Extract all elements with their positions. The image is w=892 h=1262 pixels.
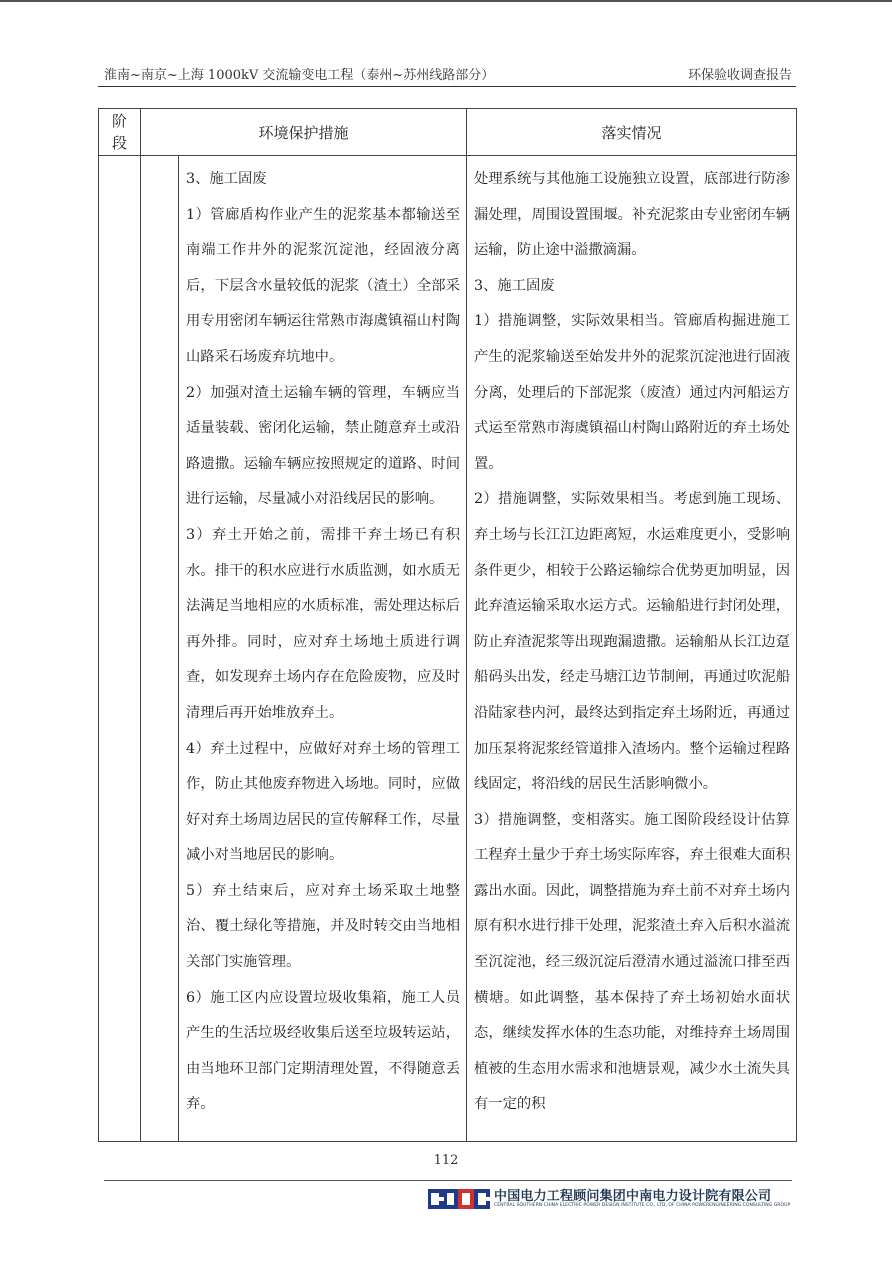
measure-paragraph: 4）弃土过程中，应做好对弃土场的管理工作，防止其他废弃物进入场地。同时，应做好对弃土场周边居民的宣传解释工作，尽量减小对当地居民的影响。 xyxy=(186,740,461,864)
top-border-line xyxy=(0,0,892,2)
implementation-paragraph: 1）措施调整，实际效果相当。管廊盾构掘进施工产生的泥浆输送至始发井外的泥浆沉淀池进行固液分离，处理后的下部泥浆（废渣）通过内河船运方式运至常熟市海虞镇福山村陶山路附近的弃土场处置。 xyxy=(474,313,791,472)
page-number: 112 xyxy=(433,1153,459,1168)
measure-paragraph: 6）施工区内应设置垃圾收集箱，施工人员产生的生活垃圾经收集后送至垃圾转运站，由当地环卫部门定期清理处置，不得随意丢弃。 xyxy=(186,989,461,1113)
sub-stage-cell xyxy=(141,156,179,1142)
footer-logo xyxy=(428,1185,791,1215)
stage-cell xyxy=(99,156,141,1142)
implementation-paragraph: 2）措施调整，实际效果相当。考虑到施工现场、弃土场与长江江边距离短，水运难度更小，受影响条件更少，相较于公路运输综合优势更加明显，因此弃渣运输采取水运方式。运输船进行封闭处理，防止弃渣泥浆等出现跑漏遗撒。运输船从长江边趸船码头出发，经走马塘江边节制闸，再通过吹泥船沿陆家巷内河，最终达到指定弃土场附近，再通过加压泵将泥浆经管道排入渣场内。整个运输过程路线固定，将沿线的居民生活影响微小。 xyxy=(474,491,791,793)
measure-paragraph: 5）弃土结束后，应对弃土场采取土地整治、覆土绿化等措施，并及时转交由当地相关部门实施管理。 xyxy=(186,882,461,971)
header-divider xyxy=(98,86,796,87)
implementation-paragraph: 3）措施调整，变相落实。施工图阶段经设计估算工程弃土量少于弃土场实际库容，弃土很难大面积露出水面。因此，调整措施为弃土前不对弃土场内原有积水进行排干处理，泥浆渣土弃入后积水溢流至沉淀池，经三级沉淀后澄清水通过溢流口排至西横塘。如此调整，基本保持了弃土场初始水面状态，继续发挥水体的生态功能，对维持弃土场周围植被的生态用水需求和池塘景观，减少水土流失具有一定的积 xyxy=(474,811,791,1113)
organization-name: 中国电力工程顾问集团中南电力设计院有限公司 xyxy=(494,1189,772,1204)
measures-text xyxy=(179,156,466,1123)
measures-table xyxy=(98,108,797,1142)
organization-name-english: CENTRAL SOUTHERN CHINA ELECTRIC POWER DESIGN INSTITUTE CO., LTD. OF CHINA POWERENGINEERING CONSULTING GROUP xyxy=(494,1203,791,1208)
table-row xyxy=(99,156,797,1142)
measure-paragraph: 1）管廊盾构作业产生的泥浆基本都输送至南端工作井外的泥浆沉淀池，经固液分离后，下层含水量较低的泥浆（渣土）全部采用专用密闭车辆运往常熟市海虞镇福山村陶山路采石场废弃坑地中。 xyxy=(186,206,461,365)
implementation-cell xyxy=(467,156,797,1142)
column-header-stage: 阶段 xyxy=(99,109,141,156)
implementation-paragraph: 处理系统与其他施工设施独立设置，底部进行防渗漏处理，周围设置围堰。补充泥浆由专业密闭车辆运输，防止途中溢撒滴漏。 xyxy=(474,171,791,259)
header-report-title: 环保验收调查报告 xyxy=(687,68,792,83)
measures-cell xyxy=(179,156,467,1142)
measure-paragraph: 2）加强对渣土运输车辆的管理，车辆应当适量装载、密闭化运输，禁止随意弃土或沿路遗撒。运输车辆应按照规定的道路、时间进行运输，尽量减小对沿线居民的影响。 xyxy=(186,384,461,508)
column-header-measures: 环境保护措施 xyxy=(141,109,467,156)
implementation-text xyxy=(467,156,796,1123)
measure-paragraph: 3）弃土开始之前，需排干弃土场已有积水。排干的积水应进行水质监测，如水质无法满足当地相应的水质标准，需处理达标后再外排。同时，应对弃土场地土质进行调查，如发现弃土场内存在危险废物，应及时清理后再开始堆放弃土。 xyxy=(186,526,461,721)
column-header-implementation: 落实情况 xyxy=(467,109,797,156)
footer-divider xyxy=(104,1180,792,1181)
measure-paragraph: 3、施工固废 xyxy=(186,171,267,187)
cedc-logo-icon xyxy=(428,1187,490,1211)
implementation-paragraph: 3、施工固废 xyxy=(474,277,555,294)
logo-letter-e xyxy=(445,1191,456,1207)
header-project-title: 淮南~南京~上海 1000kV 交流输变电工程（泰州~苏州线路部分） xyxy=(104,68,495,83)
table-header-row xyxy=(99,109,797,156)
page-header xyxy=(104,64,792,84)
logo-letter-d xyxy=(460,1191,472,1207)
